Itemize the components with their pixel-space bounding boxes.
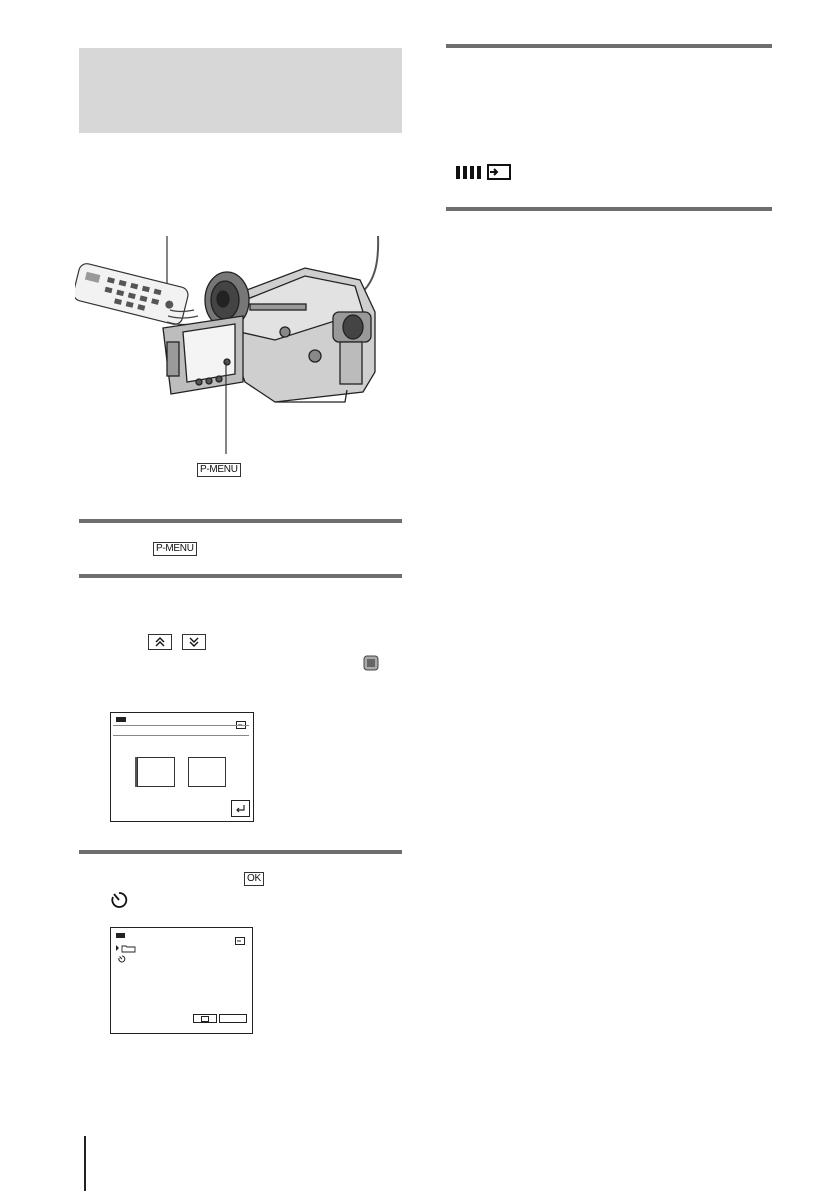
battery-icon: [116, 717, 126, 722]
pmenu-callout-box: P-MENU: [197, 463, 241, 477]
lcd-option-box-1[interactable]: [137, 757, 175, 787]
camcorder-remote-illustration: [75, 232, 395, 497]
lcd-option-box-2[interactable]: [188, 757, 226, 787]
self-timer-icon: [110, 891, 128, 914]
memory-mode-icon: [363, 654, 379, 677]
return-button[interactable]: [231, 800, 250, 817]
scroll-up-button[interactable]: [148, 634, 172, 650]
lcd-screen-2: [110, 927, 253, 1034]
lcd-screen-1: [110, 712, 254, 822]
memory-card-icon: [235, 932, 245, 950]
pmenu-callout-label: [197, 459, 241, 477]
double-chevron-down-icon: [188, 636, 200, 648]
step3-rule: [79, 850, 402, 854]
right-step-rule-1: [446, 44, 772, 48]
battery-icon: [116, 933, 125, 938]
scroll-down-button[interactable]: [182, 634, 206, 650]
double-chevron-up-icon: [154, 636, 166, 648]
ok-button[interactable]: OK: [244, 868, 264, 886]
step2-rule: [79, 574, 402, 578]
lcd-panel-illustration: [163, 316, 243, 394]
memory-card-indicator-icon: [456, 163, 532, 186]
lcd-button-left[interactable]: [193, 1014, 217, 1023]
page-margin-mark: [84, 1136, 86, 1191]
right-step-rule-2: [446, 207, 772, 211]
lcd-button-right[interactable]: [219, 1014, 247, 1023]
return-icon: [232, 801, 249, 816]
step1-pmenu-button[interactable]: P-MENU: [153, 538, 197, 556]
step1-rule: [79, 519, 402, 523]
section-title-band: [79, 48, 402, 133]
remote-commander: [75, 262, 190, 326]
lcd-timer-icon: [118, 950, 126, 968]
